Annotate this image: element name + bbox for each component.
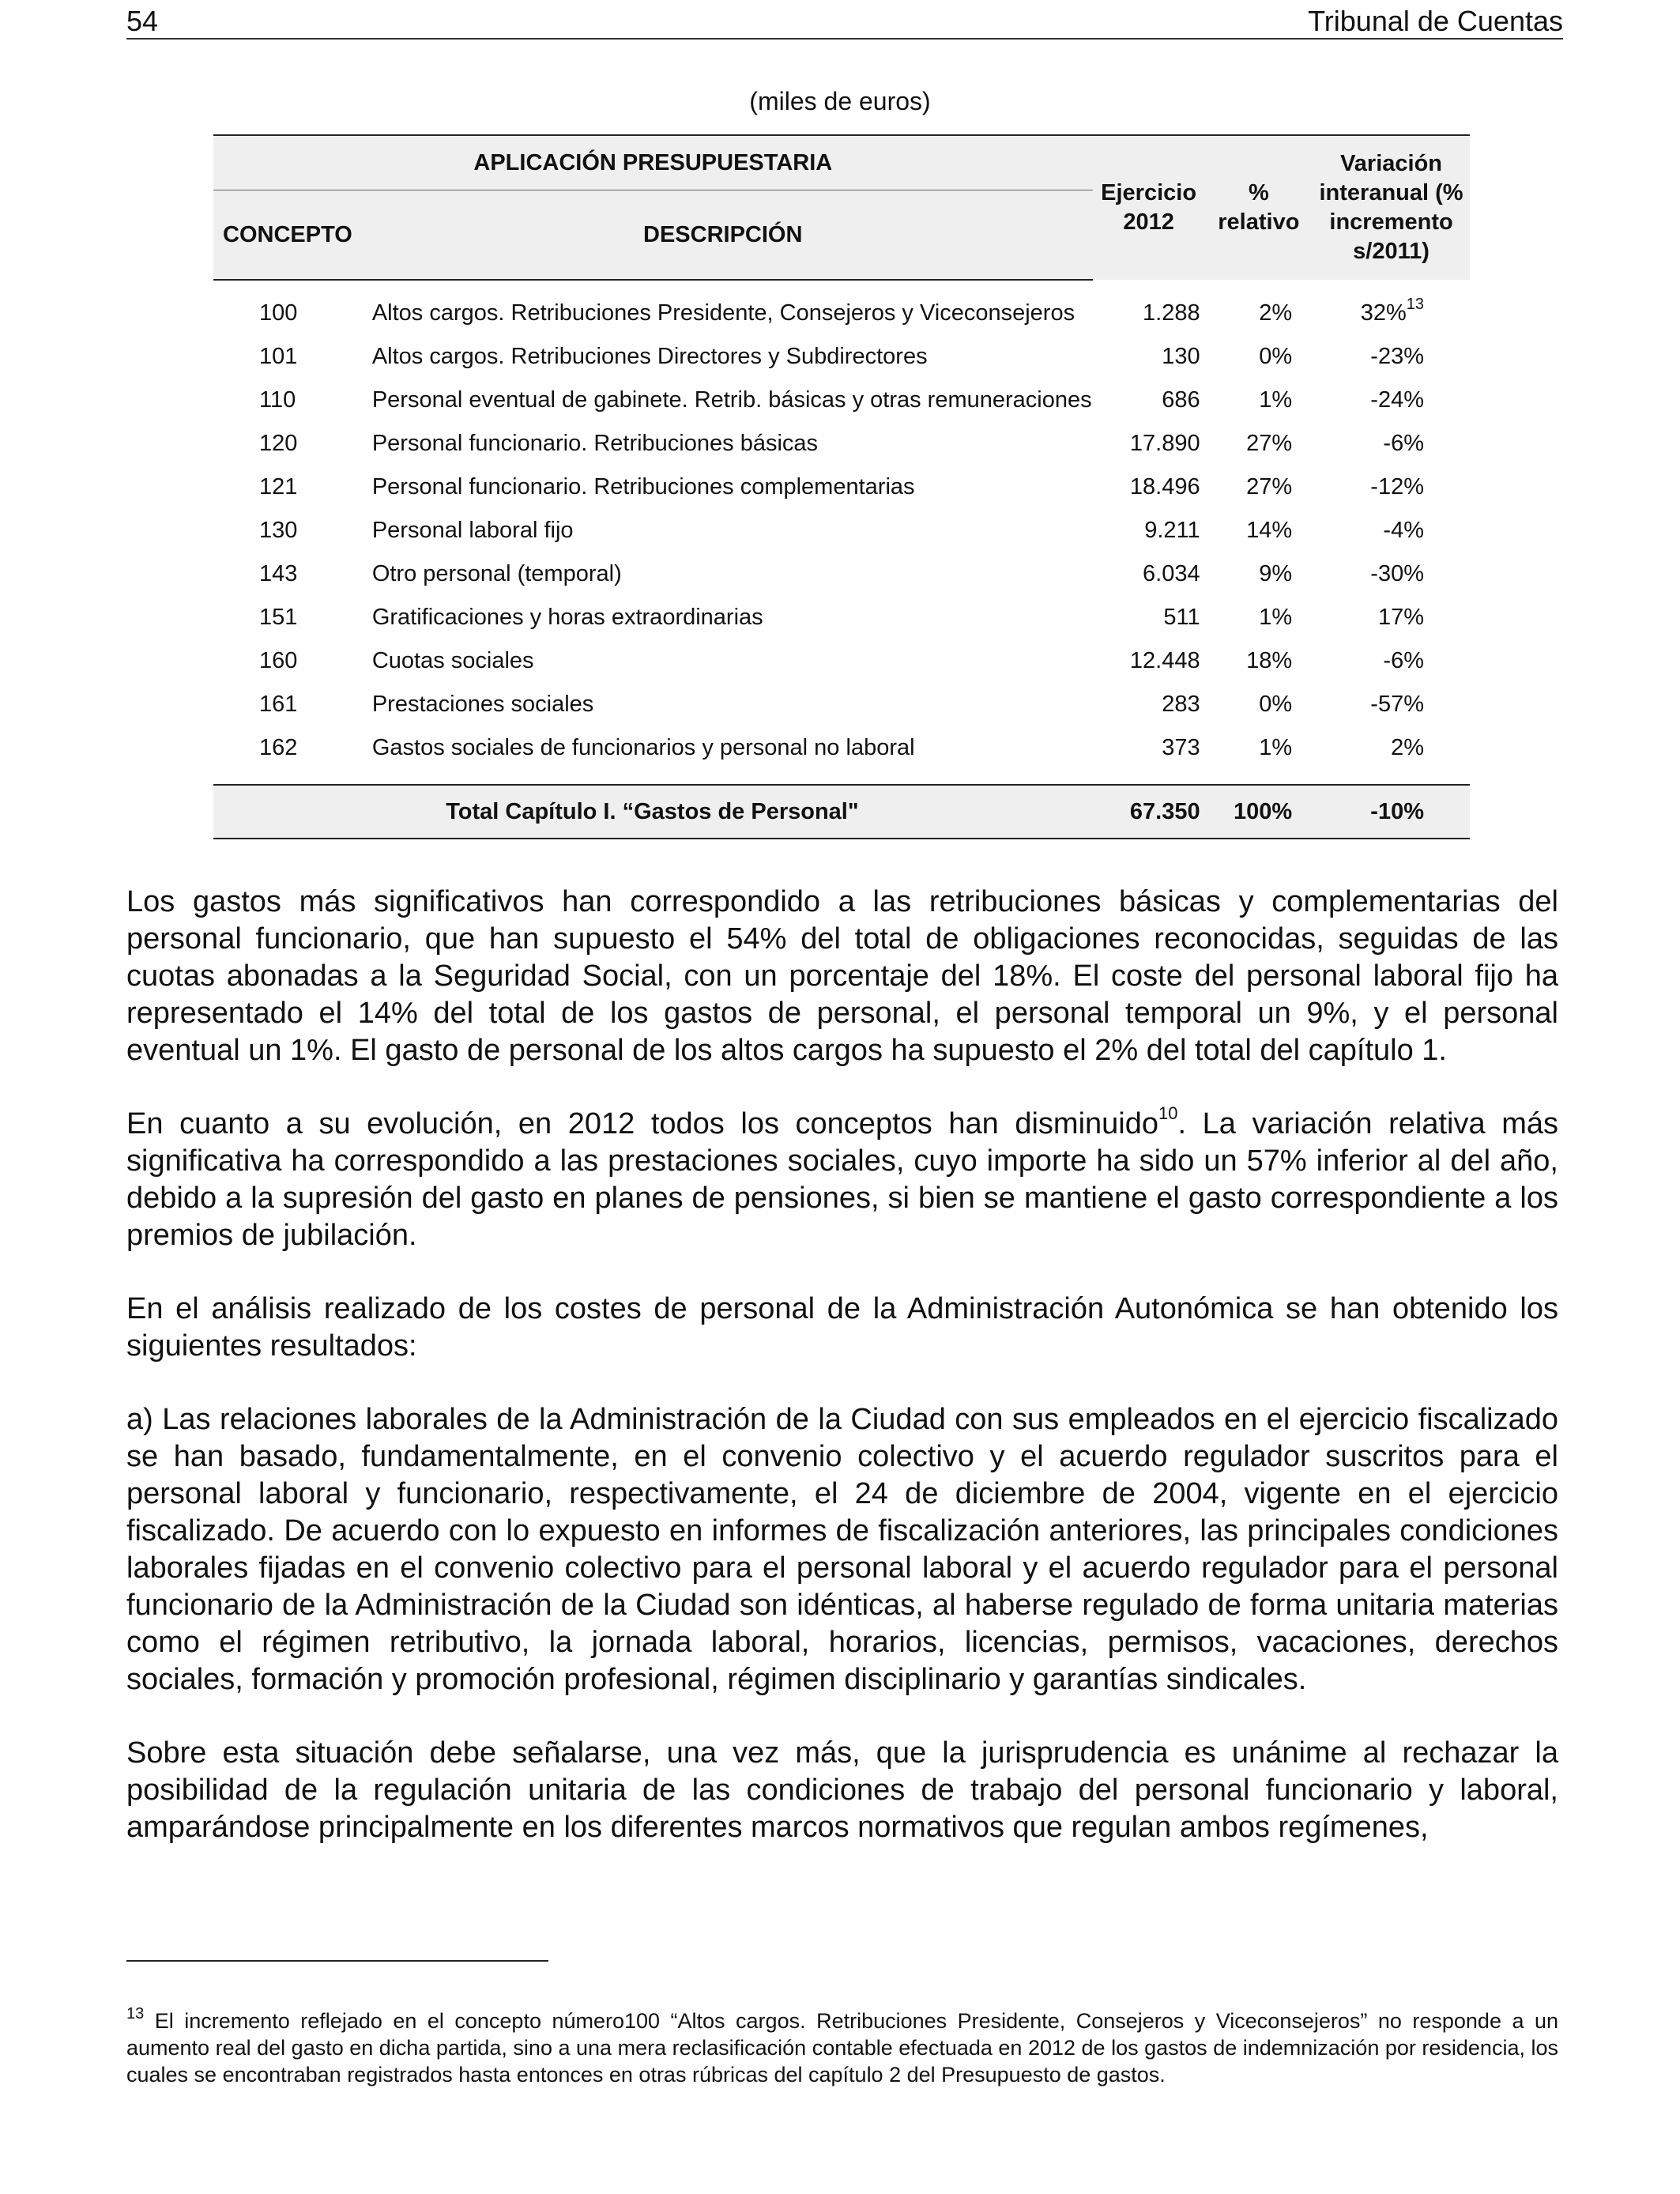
variacion-cell <box>1313 379 1470 422</box>
concepto-cell-value: 120 <box>259 431 298 456</box>
descripcion-cell <box>353 335 1093 379</box>
descripcion-cell <box>353 509 1093 552</box>
concepto-cell-value: 121 <box>259 474 298 499</box>
descripcion-cell-value: Personal funcionario. Retribuciones complementarias <box>371 474 915 499</box>
paragraph-2 <box>126 1103 1559 1254</box>
table-row <box>213 683 1470 726</box>
ejercicio-cell <box>1093 466 1205 509</box>
ejercicio-cell <box>1093 292 1205 335</box>
running-title: Tribunal de Cuentas <box>1308 5 1563 37</box>
ejercicio-cell-value: 283 <box>1162 692 1200 717</box>
concepto-cell-value: 101 <box>259 344 298 369</box>
descripcion-cell-value: Personal laboral fijo <box>371 518 574 543</box>
ejercicio-cell <box>1093 552 1205 596</box>
table-row <box>213 379 1470 422</box>
concepto-cell <box>213 639 353 683</box>
descripcion-cell-value: Otro personal (temporal) <box>371 561 622 586</box>
concepto-cell <box>213 292 353 335</box>
ejercicio-cell-value: 686 <box>1162 387 1200 413</box>
concepto-cell <box>213 683 353 726</box>
relativo-cell <box>1205 683 1313 726</box>
variacion-cell <box>1313 639 1470 683</box>
total-row <box>213 785 1470 839</box>
relativo-cell <box>1205 292 1313 335</box>
descripcion-cell <box>353 639 1093 683</box>
relativo-cell <box>1205 726 1313 770</box>
table-row <box>213 422 1470 466</box>
concepto-cell <box>213 726 353 770</box>
ejercicio-cell-value: 18.496 <box>1129 474 1200 499</box>
relativo-cell <box>1205 379 1313 422</box>
relativo-cell-value: 18% <box>1246 648 1293 673</box>
footnote-number: 13 <box>126 2005 145 2022</box>
variacion-cell <box>1313 422 1470 466</box>
variacion-cell <box>1313 466 1470 509</box>
concepto-cell-value: 130 <box>259 518 298 543</box>
variacion-cell-value: -24% <box>1370 387 1424 413</box>
relativo-cell-value: 27% <box>1246 474 1293 499</box>
variacion-cell <box>1313 292 1470 335</box>
relativo-cell <box>1205 509 1313 552</box>
relativo-cell-value: 1% <box>1259 387 1293 413</box>
ejercicio-cell-value: 373 <box>1162 735 1200 760</box>
relativo-cell-value: 14% <box>1246 518 1293 543</box>
relativo-cell <box>1205 596 1313 639</box>
variacion-cell-value: -6% <box>1383 648 1424 673</box>
ejercicio-cell <box>1093 422 1205 466</box>
paragraph-2-part-a: En cuanto a su evolución, en 2012 todos los conceptos han disminuido <box>126 1107 1158 1140</box>
descripcion-cell-value: Personal eventual de gabinete. Retrib. básicas y otras remuneraciones <box>371 387 1092 413</box>
table-units-caption: (miles de euros) <box>749 87 931 115</box>
variacion-cell-value: 2% <box>1391 735 1424 760</box>
ejercicio-cell <box>1093 639 1205 683</box>
relativo-cell-value: 27% <box>1246 431 1293 456</box>
paragraph-4: a) Las relaciones laborales de la Administración de la Ciudad con sus empleados en el ejercicio fiscalizado se han basado, fundamentalmente, en el convenio colectivo y el acuerdo regulador suscritos para el personal laboral y funcionario, respectivamente, el 24 de diciembre de 2004, vigente en el ejercicio fiscalizado. De acuerdo con lo expuesto en informes de fiscalización anteriores, las principales condiciones laborales fijadas en el convenio colectivo para el personal laboral y el acuerdo regulador para el personal funcionario de la Administración de la Ciudad son idénticas, al haberse regulado de forma unitaria materias como el régimen retributivo, la jornada laboral, horarios, licencias, permisos, vacaciones, derechos sociales, formación y promoción profesional, régimen disciplinario y garantías sindicales. <box>126 1403 1558 1696</box>
ejercicio-cell <box>1093 509 1205 552</box>
variacion-cell-value: 17% <box>1377 605 1424 630</box>
ejercicio-cell-value: 9.211 <box>1144 518 1200 543</box>
relativo-cell-value: 1% <box>1259 735 1293 760</box>
variacion-cell <box>1313 552 1470 596</box>
relativo-cell-value: 0% <box>1259 344 1293 369</box>
concepto-cell <box>213 596 353 639</box>
ejercicio-cell <box>1093 596 1205 639</box>
variacion-cell <box>1313 509 1470 552</box>
total-relativo: 100% <box>1205 785 1313 839</box>
variacion-cell <box>1313 683 1470 726</box>
table-row <box>213 726 1470 770</box>
variacion-cell <box>1313 596 1470 639</box>
total-label: Total Capítulo I. “Gastos de Personal" <box>213 785 1093 839</box>
ejercicio-cell-value: 130 <box>1162 344 1200 369</box>
concepto-cell <box>213 552 353 596</box>
relativo-cell <box>1205 466 1313 509</box>
descripcion-cell-value: Gastos sociales de funcionarios y personal no laboral <box>371 735 915 760</box>
footnote <box>126 2007 1558 2088</box>
variacion-cell-value: -23% <box>1370 344 1424 369</box>
variacion-cell-value: -6% <box>1383 431 1424 456</box>
concepto-cell <box>213 422 353 466</box>
relativo-cell <box>1205 422 1313 466</box>
total-ejercicio: 67.350 <box>1093 785 1205 839</box>
ejercicio-cell-value: 12.448 <box>1129 648 1200 673</box>
descripcion-cell <box>353 422 1093 466</box>
ejercicio-cell <box>1093 683 1205 726</box>
table-row <box>213 509 1470 552</box>
variacion-cell <box>1313 726 1470 770</box>
descripcion-cell-value: Gratificaciones y horas extraordinarias <box>371 605 763 630</box>
concepto-cell <box>213 379 353 422</box>
concepto-cell <box>213 466 353 509</box>
variacion-cell-value: 32% <box>1360 300 1407 326</box>
concepto-cell-value: 160 <box>259 648 298 673</box>
concepto-cell-value: 162 <box>259 735 298 760</box>
variacion-cell <box>1313 335 1470 379</box>
descripcion-cell-value: Altos cargos. Retribuciones Presidente, Consejeros y Viceconsejeros <box>371 300 1075 326</box>
page-header <box>126 5 1563 40</box>
footnote-ref-10: 10 <box>1158 1103 1178 1123</box>
concepto-cell-value: 100 <box>259 300 298 326</box>
concepto-cell-value: 143 <box>259 561 298 586</box>
concepto-cell-value: 161 <box>259 692 298 717</box>
table-row <box>213 552 1470 596</box>
descripcion-cell-value: Prestaciones sociales <box>371 692 594 717</box>
variacion-cell-value: -12% <box>1370 474 1424 499</box>
header-concepto: CONCEPTO <box>213 190 353 281</box>
ejercicio-cell <box>1093 335 1205 379</box>
ejercicio-cell <box>1093 726 1205 770</box>
body-text <box>126 884 1558 1846</box>
ejercicio-cell-value: 1.288 <box>1143 300 1200 326</box>
paragraph-5: Sobre esta situación debe señalarse, una vez más, que la jurisprudencia es unánime al rechazar la posibilidad de la regulación unitaria de las condiciones de trabajo del personal funcionario y laboral, amparándose principalmente en los diferentes marcos normativos que regulan ambos regímenes, <box>126 1736 1558 1844</box>
descripcion-cell-value: Cuotas sociales <box>371 648 534 673</box>
concepto-cell-value: 110 <box>259 387 296 413</box>
table-row <box>213 292 1470 335</box>
footnote-text: El incremento reflejado en el concepto número100 “Altos cargos. Retribuciones Presidente, Consejeros y Viceconsejeros” no responde a un aumento real del gasto en dicha partida, sino a una mera reclasificación contable efectuada en 2012 de los gastos de indemnización por residencia, los cuales se encontraban registrados hasta entonces en otras rúbricas del capítulo 2 del Presupuesto de gastos. <box>126 2009 1558 2087</box>
header-relativo: % relativo <box>1205 135 1313 280</box>
relativo-cell-value: 1% <box>1259 605 1293 630</box>
descripcion-cell-value: Personal funcionario. Retribuciones básicas <box>371 431 819 456</box>
footnote-divider <box>126 1960 548 1962</box>
ejercicio-cell-value: 17.890 <box>1129 431 1200 456</box>
ejercicio-cell-value: 6.034 <box>1143 561 1200 586</box>
descripcion-cell <box>353 379 1093 422</box>
concepto-cell-value: 151 <box>259 605 298 630</box>
descripcion-cell <box>353 292 1093 335</box>
descripcion-cell-value: Altos cargos. Retribuciones Directores y Subdirectores <box>371 344 928 369</box>
concepto-cell <box>213 335 353 379</box>
descripcion-cell <box>353 596 1093 639</box>
budget-table <box>213 134 1470 839</box>
relativo-cell-value: 9% <box>1259 561 1293 586</box>
variacion-cell-value: -30% <box>1370 561 1424 586</box>
table-row <box>213 335 1470 379</box>
ejercicio-cell-value: 511 <box>1163 605 1200 630</box>
descripcion-cell <box>353 466 1093 509</box>
descripcion-cell <box>353 552 1093 596</box>
relativo-cell <box>1205 639 1313 683</box>
relativo-cell-value: 2% <box>1259 300 1293 326</box>
header-descripcion: DESCRIPCIÓN <box>353 190 1093 281</box>
header-ejercicio: Ejercicio 2012 <box>1093 135 1205 280</box>
footnote-ref-13: 13 <box>1406 296 1424 313</box>
variacion-cell-value: -57% <box>1370 692 1424 717</box>
total-variacion: -10% <box>1313 785 1470 839</box>
variacion-cell-value: -4% <box>1383 518 1424 543</box>
ejercicio-cell <box>1093 379 1205 422</box>
concepto-cell <box>213 509 353 552</box>
page-number: 54 <box>126 5 159 37</box>
paragraph-2-part-b: . La variación relativa más significativa ha correspondido a las prestaciones sociales, cuyo importe ha sido un 57% inferior al del año, debido a la supresión del gasto en planes de pensiones, si bien se mantiene el gasto correspondiente a los premios de jubilación. <box>126 1107 1559 1252</box>
paragraph-3: En el análisis realizado de los costes de personal de la Administración Autonómica se han obtenido los siguientes resultados: <box>126 1292 1558 1363</box>
relativo-cell <box>1205 335 1313 379</box>
header-aplicacion: APLICACIÓN PRESUPUESTARIA <box>213 135 1093 190</box>
table-row <box>213 596 1470 639</box>
descripcion-cell <box>353 726 1093 770</box>
relativo-cell <box>1205 552 1313 596</box>
paragraph-1: Los gastos más significativos han correspondido a las retribuciones básicas y complementarias del personal funcionario, que han supuesto el 54% del total de obligaciones reconocidas, seguidas de las cuotas abonadas a la Seguridad Social, con un porcentaje del 18%. El coste del personal laboral fijo ha representado el 14% del total de los gastos de personal, el personal temporal un 9%, y el personal eventual un 1%. El gasto de personal de los altos cargos ha supuesto el 2% del total del capítulo 1. <box>126 885 1558 1067</box>
relativo-cell-value: 0% <box>1259 692 1293 717</box>
table-row <box>213 639 1470 683</box>
descripcion-cell <box>353 683 1093 726</box>
table-row <box>213 466 1470 509</box>
header-variacion: Variación interanual (% incremento s/2011) <box>1313 135 1470 280</box>
